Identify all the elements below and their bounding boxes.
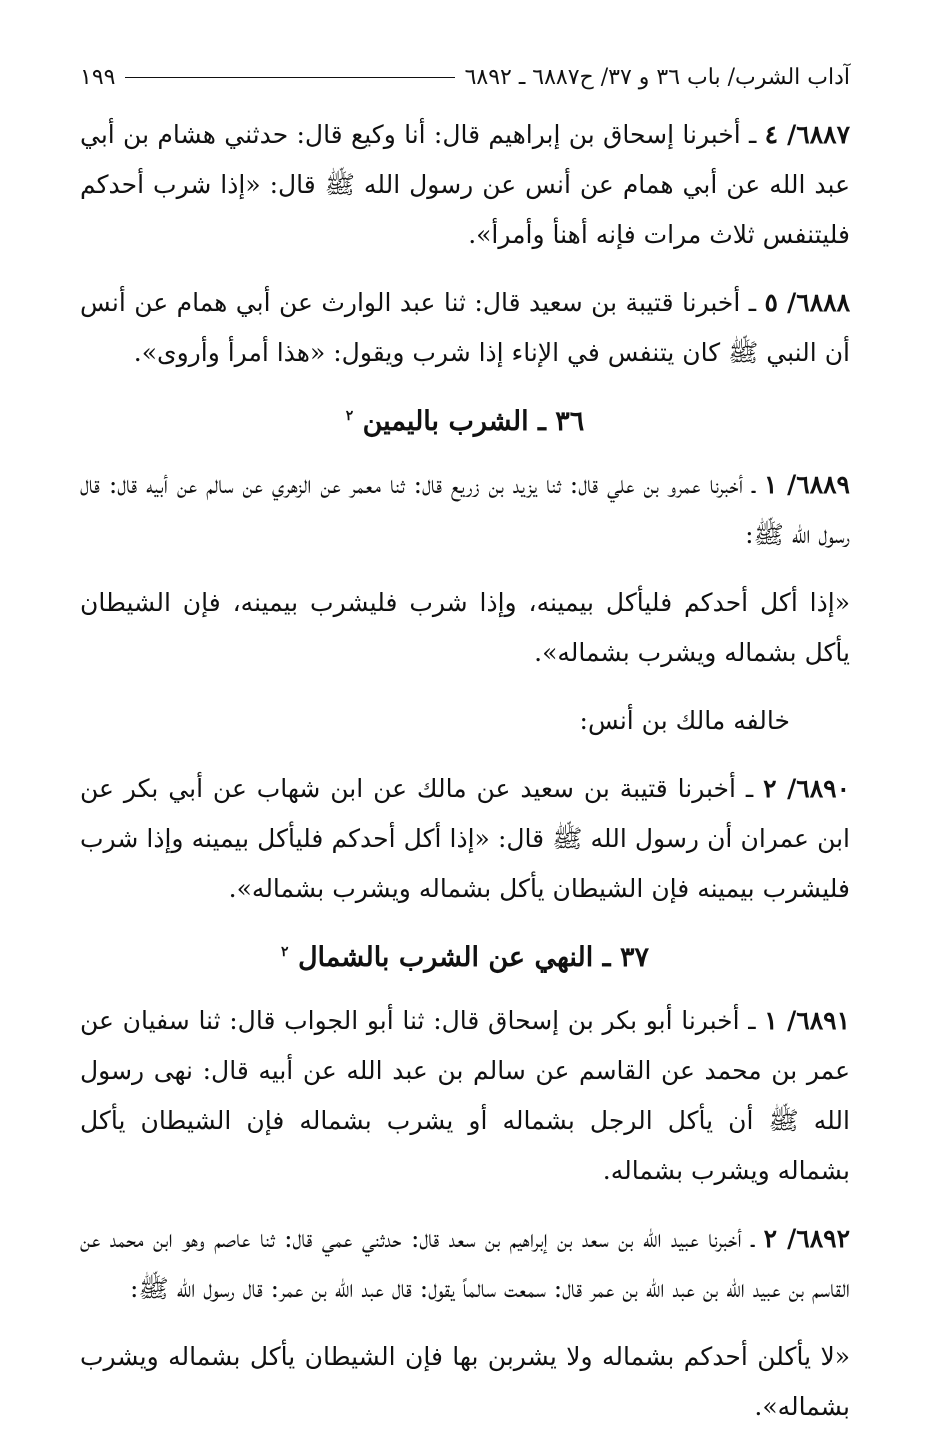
hadith-6892	[80, 1214, 850, 1314]
hadith-number: ٦٨٨٩/ ١	[764, 470, 850, 499]
narration-note	[80, 696, 850, 746]
running-header	[80, 60, 850, 94]
hadith-number: ٦٨٩٠/ ٢	[763, 774, 850, 803]
hadith-6888	[80, 278, 850, 378]
hadith-6887	[80, 110, 850, 260]
page-number: ١٩٩	[80, 64, 116, 90]
hadith-6889-matn	[80, 578, 850, 678]
hadith-text: «إذا أكل أحدكم فليأكل بيمينه، وإذا شرب فليشرب بيمينه، فإن الشيطان يأكل بشماله ويشرب بشماله».	[80, 588, 850, 667]
header-rule	[125, 77, 454, 78]
note-text: خالفه مالك بن أنس:	[579, 706, 790, 735]
hadith-number: ٦٨٩١/ ١	[764, 1006, 851, 1035]
hadith-text: «لا يأكلن أحدكم بشماله ولا يشربن بها فإن الشيطان يأكل بشماله ويشرب بشماله».	[80, 1342, 850, 1421]
hadith-6891	[80, 996, 850, 1196]
hadith-6890	[80, 764, 850, 914]
page	[80, 60, 850, 1450]
hadith-text: ـ أخبرنا إسحاق بن إبراهيم قال: أنا وكيع قال: حدثني هشام بن أبي عبد الله عن أبي همام عن أنس عن رسول الله ﷺ قال: «إذا شرب أحدكم فليتنفس ثلاث مرات فإنه أهنأ وأمرأ».	[80, 120, 850, 249]
hadith-number: ٦٨٨٨/ ٥	[764, 288, 851, 317]
hadith-text: ـ أخبرنا عمرو بن علي قال: ثنا يزيد بن زريع قال: ثنا معمر عن الزهري عن سالم عن أبيه قال: قال رسول الله ﷺ:	[80, 470, 850, 549]
header-title: آداب الشرب/ باب ٣٦ و ٣٧/ ح٦٨٨٧ ـ ٦٨٩٢	[464, 64, 850, 90]
hadith-text: ـ أخبرنا قتيبة بن سعيد قال: ثنا عبد الوارث عن أبي همام عن أنس أن النبي ﷺ كان يتنفس في الإناء إذا شرب ويقول: «هذا أمرأ وأروى».	[80, 288, 850, 367]
hadith-number: ٦٨٨٧/ ٤	[764, 120, 850, 149]
hadith-text: ـ أخبرنا قتيبة بن سعيد عن مالك عن ابن شهاب عن أبي بكر عن ابن عمران أن رسول الله ﷺ قال: «إذا أكل أحدكم فليأكل بيمينه وإذا شرب فليشرب بيمينه فإن الشيطان يأكل بشماله ويشرب بشماله».	[80, 774, 850, 903]
hadith-text: ـ أخبرنا أبو بكر بن إسحاق قال: ثنا أبو الجواب قال: ثنا سفيان عن عمر بن محمد عن القاسم عن سالم بن عبد الله عن أبيه قال: نهى رسول الله ﷺ أن يأكل الرجل بشماله أو يشرب بشماله فإن الشيطان يأكل بشماله ويشرب بشماله.	[80, 1006, 850, 1185]
chapter-heading-37: ٣٧ ـ النهي عن الشرب بالشمال $^٢$	[281, 942, 649, 973]
hadith-6889	[80, 460, 850, 560]
footnote-marker: ٢	[281, 944, 289, 960]
hadith-text: ـ أخبرنا عبيد الله بن سعد بن إبراهيم بن سعد قال: حدثني عمي قال: ثنا عاصم وهو ابن محمد عن القاسم بن عبيد الله بن عبد الله بن عمر قال: سمعت سالماً يقول: قال عبد الله بن عمر: قال رسول الله ﷺ:	[80, 1224, 850, 1303]
hadith-6892-matn	[80, 1332, 850, 1432]
chapter-heading-36: ٣٦ ـ الشرب باليمين $^٢$	[345, 406, 585, 437]
hadith-number: ٦٨٩٢/ ٢	[763, 1224, 850, 1253]
footnote-marker: ٢	[345, 408, 354, 424]
